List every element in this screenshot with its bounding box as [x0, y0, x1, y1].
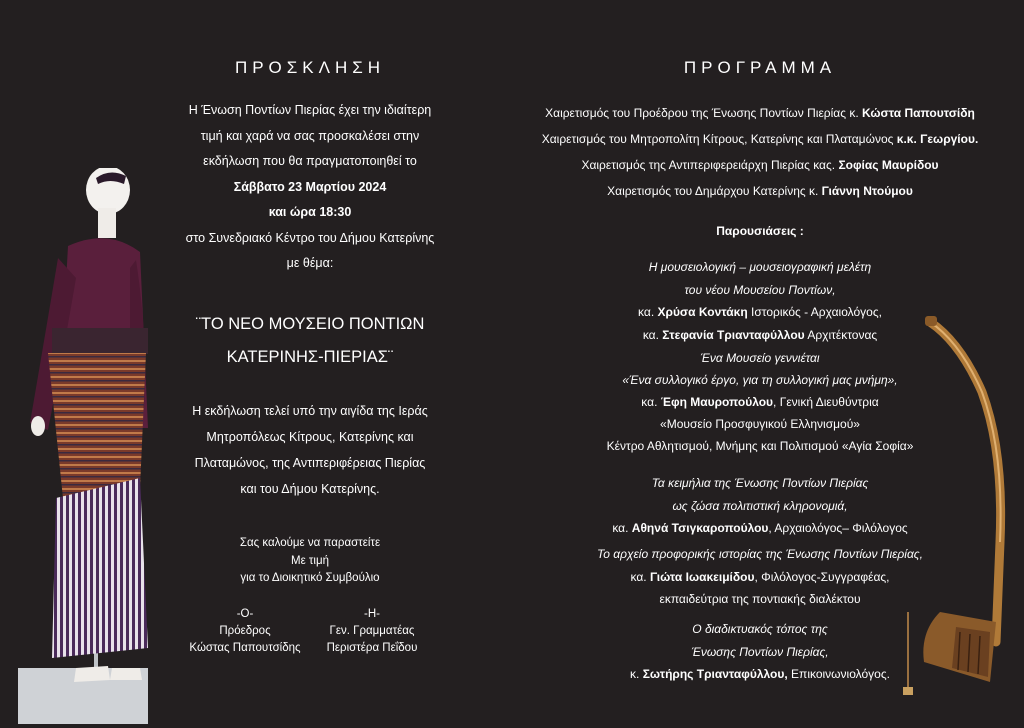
presenter: κ. Σωτήρης Τριανταφύλλου, Επικοινωνιολόγος.	[630, 667, 890, 681]
invitation-heading: ΠΡΟΣΚΛΗΣΗ	[234, 58, 386, 77]
invitation-text	[160, 98, 460, 277]
event-theme	[160, 308, 460, 374]
presentation-title: του νέου Μουσείου Ποντίων,	[684, 282, 836, 297]
presentation-title: Ο διαδικτυακός τόπος της	[692, 622, 828, 636]
presentation-1	[500, 256, 1020, 346]
presentation-4	[500, 543, 1020, 611]
presentation-title: ως ζώσα πολιτιστική κληρονομιά,	[672, 498, 848, 513]
presenter: κα. Γιώτα Ιωακειμίδου, Φιλόλογος-Συγγραφέας,	[630, 569, 890, 584]
theme-line: ΚΑΤΕΡΙΝΗΣ-ΠΙΕΡΙΑΣ¨	[226, 348, 394, 366]
presenter: κα. Στεφανία Τριανταφύλλου Αρχιτέκτονας	[642, 327, 878, 342]
presenter: κα. Έφη Μαυροπούλου, Γενική Διευθύντρια	[641, 395, 879, 409]
presentation-title: Ένωσης Ποντίων Πιερίας,	[691, 644, 829, 659]
event-venue: στο Συνεδριακό Κέντρο του Δήμου Κατερίνης	[185, 230, 435, 245]
signature-mark: -Ο-	[236, 608, 254, 620]
intro-line: εκδήλωση που θα πραγματοποιηθεί το	[203, 154, 417, 168]
theme-line: ¨ΤΟ ΝΕΟ ΜΟΥΣΕΙΟ ΠΟΝΤΙΩΝ	[195, 315, 425, 333]
pontic-costume-image	[18, 168, 158, 724]
presentation-3	[500, 472, 1020, 540]
program-heading: ΠΡΟΓΡΑΜΜΑ	[683, 58, 837, 77]
closing-line: Σας καλούμε να παραστείτε	[239, 537, 381, 549]
auspices-line: Η εκδήλωση τελεί υπό την αιγίδα της Ιεράς	[192, 404, 428, 418]
presenter: κα. Αθηνά Τσιγκαροπούλου, Αρχαιολόγος– Φιλόλογος	[612, 521, 908, 535]
presenter-affiliation: εκπαιδεύτρια της ποντιακής διαλέκτου	[659, 592, 861, 606]
event-time: και ώρα 18:30	[268, 205, 352, 219]
presentation-2	[500, 347, 1020, 457]
signature-president	[175, 606, 315, 657]
greeting-item: Χαιρετισμός της Αντιπεριφερειάρχη Πιερίας κας. Σοφίας Μαυρίδου	[581, 158, 939, 172]
auspices-text	[160, 398, 460, 502]
presenter-affiliation: Κέντρο Αθλητισμού, Μνήμης και Πολιτισμού «Αγία Σοφία»	[606, 439, 914, 453]
presenter-affiliation: «Μουσείο Προσφυγικού Ελληνισμού»	[660, 417, 860, 431]
greetings-list	[500, 100, 1020, 204]
presentation-title: «Ένα συλλογικό έργο, για τη συλλογική μας μνήμη»,	[622, 373, 898, 387]
presentation-title: Τα κειμήλια της Ένωσης Ποντίων Πιερίας	[651, 476, 869, 490]
signature-role: Γεν. Γραμματέας	[329, 625, 415, 637]
signature-secretary	[302, 606, 442, 657]
topic-intro: με θέμα:	[286, 256, 334, 270]
auspices-line: και του Δήμου Κατερίνης.	[240, 482, 380, 496]
presentation-title: Η μουσειολογική – μουσειογραφική μελέτη	[648, 260, 872, 274]
closing-line: Με τιμή	[290, 554, 330, 567]
greeting-item: Χαιρετισμός του Δημάρχου Κατερίνης κ. Γιάννη Ντούμου	[607, 184, 913, 198]
greeting-item: Χαιρετισμός του Μητροπολίτη Κίτρους, Κατερίνης και Πλαταμώνος κ.κ. Γεωργίου.	[541, 132, 979, 146]
presenter: κα. Χρύσα Κοντάκη Ιστορικός - Αρχαιολόγος,	[638, 305, 882, 319]
signature-name: Περιστέρα Πεΐδου	[326, 642, 418, 654]
signature-role: Πρόεδρος	[219, 625, 271, 637]
event-date: Σάββατο 23 Μαρτίου 2024	[233, 179, 387, 194]
closing-text	[160, 535, 460, 588]
closing-line: για το Διοικητικό Συμβούλιο	[240, 572, 380, 584]
presentation-title: Ένα Μουσείο γεννιέται	[700, 351, 820, 365]
signature-mark: -Η-	[364, 608, 380, 620]
signature-name: Κώστας Παπουτσίδης	[189, 642, 301, 654]
auspices-line: Πλαταμώνος, της Αντιπεριφέρειας Πιερίας	[194, 456, 426, 470]
intro-line: τιμή και χαρά να σας προσκαλέσει στην	[200, 128, 420, 143]
intro-line: Η Ένωση Ποντίων Πιερίας έχει την ιδιαίτερη	[188, 103, 432, 117]
greeting-item: Χαιρετισμός του Προέδρου της Ένωσης Ποντίων Πιερίας κ. Κώστα Παπουτσίδη	[545, 106, 975, 120]
presentations-label: Παρουσιάσεις :	[716, 224, 804, 238]
auspices-line: Μητροπόλεως Κίτρους, Κατερίνης και	[206, 430, 414, 444]
presentation-5	[500, 618, 1020, 686]
presentation-title: Το αρχείο προφορικής ιστορίας της Ένωσης Ποντίων Πιερίας,	[597, 547, 923, 561]
